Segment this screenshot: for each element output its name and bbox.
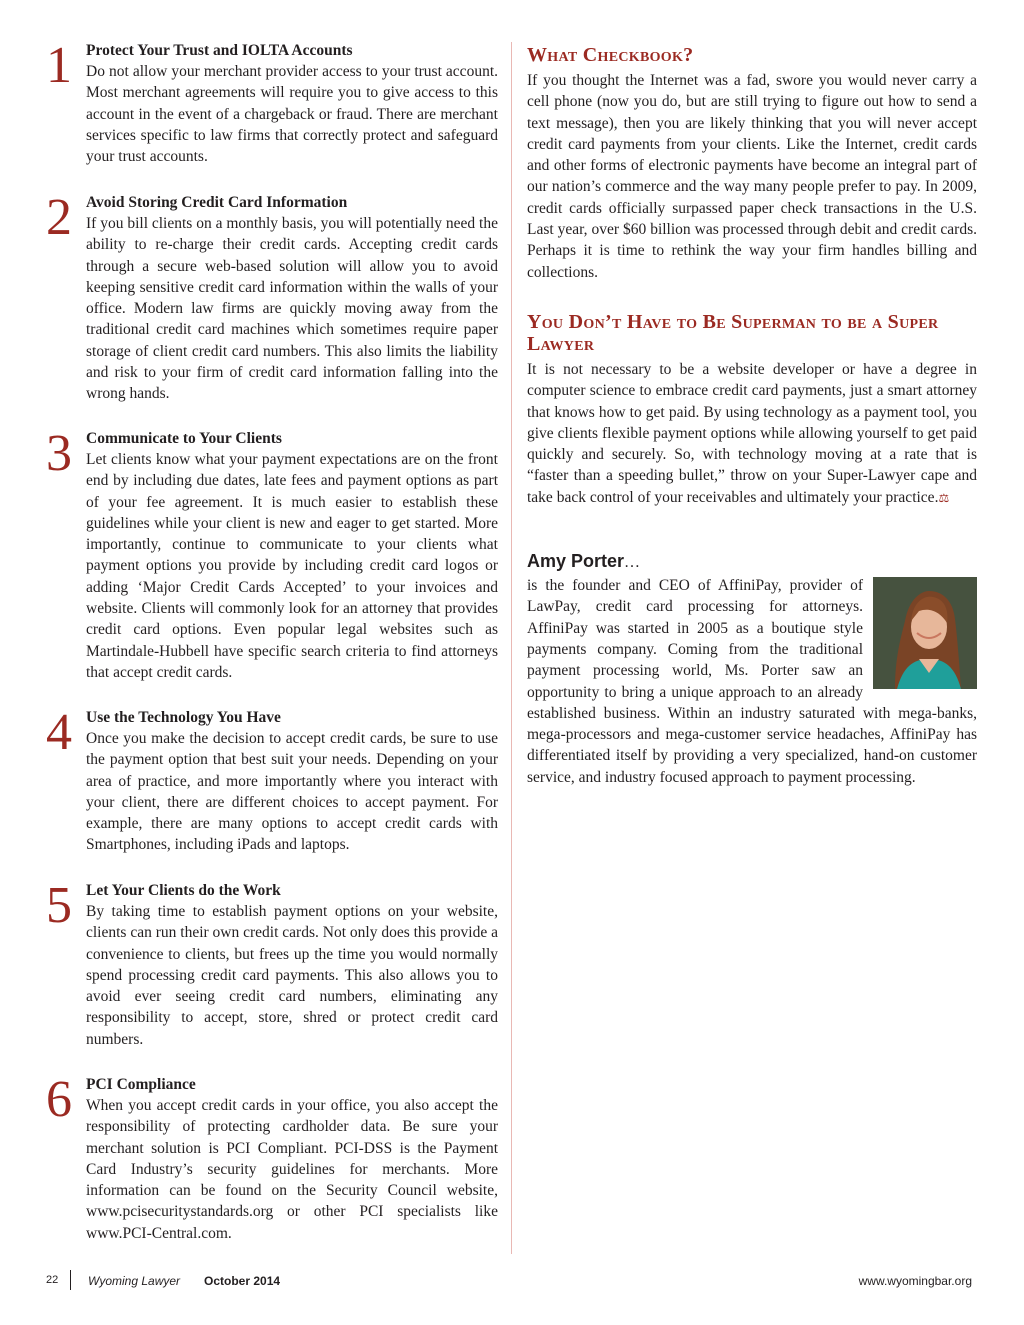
author-name: Amy Porter [527,551,625,572]
author-portrait-icon [873,577,977,689]
tip-1 [46,37,498,192]
column-divider [511,42,512,1254]
tip-title: PCI Compliance [86,1076,196,1093]
tip-number: 6 [46,1071,72,1128]
tip-body: If you bill clients on a monthly basis, you will potentially need the ability to re-charge their credit cards. Accepting credit cards through a secure web-based solution will allow you to avoid keeping sensitive credit card information within the walls of your office. Modern law firms are quickly moving away from the traditional credit card machines which sometimes require paper storage of client credit card numbers. This also limits the liability and risk to your firm of credit card information falling into the wrong hands. [86,215,498,403]
magazine-name: Wyoming Lawyer [88,1274,181,1288]
section-body-checkbook: If you thought the Internet was a fad, swore you would never carry a cell phone (now you do, but are still trying to figure out how to send a text message), then you are likely thinking that you will never accept credit card payments from your clients. Like the Internet, credit cards and other forms of electronic payments have become an integral part of our nation’s commerce and the way many people prefer to pay. In 2009, credit cards officially surpassed paper check transactions in the U.S. Last year, over $60 billion was processed through debit and credit cards. Perhaps it is time to rethink the way your firm handles billing and collections. [527,72,977,281]
issue-date: October 2014 [204,1274,281,1288]
tip-title: Let Your Clients do the Work [86,882,281,899]
tip-title: Protect Your Trust and IOLTA Accounts [86,42,353,59]
tip-number: 1 [46,37,72,94]
tip-body: Do not allow your merchant provider access to your trust account. Most merchant agreements will require you to give access to this account in the event of a chargeback or fraud. There are merchant services specific to law firms that correctly protect and safeguard your trust accounts. [86,63,498,166]
tip-title: Communicate to Your Clients [86,430,282,447]
tip-number: 2 [46,189,72,246]
tip-number: 5 [46,877,72,934]
tip-title: Use the Technology You Have [86,709,281,726]
tip-body: By taking time to establish payment options on your website, clients can run their own credit cards. Not only does this provide a convenience to clients, but frees up the time you would normally spend processing credit card payments. This also allows you to avoid ever seeing credit card numbers, eliminating any responsibility to accept, store, shred or protect credit card numbers. [86,903,498,1048]
tip-body: Once you make the decision to accept credit cards, be sure to use the payment option that best suit your needs. Depending on your area of practice, and more importantly where you interact with your client, there are different choices to accept payment. For example, there are many options to accept credit cards with Smartphones, including iPads and laptops. [86,730,498,854]
tip-number: 3 [46,425,72,482]
footer-divider [70,1270,71,1290]
tip-title: Avoid Storing Credit Card Information [86,194,348,211]
author-name-line [527,549,977,575]
tip-4 [46,704,498,880]
tip-3 [46,425,498,707]
tip-6 [46,1071,498,1254]
end-mark-icon: ⚖ [938,490,950,505]
tip-body: When you accept credit cards in your office, you also accept the responsibility of protecting cardholder data. Be sure your merchant solution is PCI Compliant. PCI-DSS is the Payment Card Industry’s security guidelines for merchants. More information can be found on the Security Council website, www.pcisecuritystandards.org or other PCI specialists like www.PCI-Central.com. [86,1097,498,1242]
tip-2 [46,189,498,428]
section-body-superman [527,359,977,509]
tip-number: 4 [46,704,72,761]
section-heading-superman: You Don’t Have to Be Superman to be a Super Lawyer [527,310,939,355]
section-body-superman-text: It is not necessary to be a website developer or have a degree in computer science to embrace credit card payments, just a smart attorney that knows how to get paid. By using technology as a payment tool, you give clients flexible payment options while allowing yourself to get paid quickly and securely. So, with technology moving at a rate that is “faster than a speeding bullet,” throw on your Super-Lawyer cape and take back control of your receivables and ultimately your practice. [527,360,977,506]
tip-body: Let clients know what your payment expectations are on the front end by including due dates, late fees and payment options as part of your fee agreement. It is much easier to establish these guidelines while your client is new and eager to get started. More importantly, continue to communicate to your clients what payment options you provide by including credit card logos or adding ‘Major Credit Cards Accepted’ to your invoices and website. Clients will commonly look for an attorney that provides credit card options. Even popular legal websites such as Martindale-Hubbell have specific search criteria to find attorneys that accept credit cards. [86,451,498,681]
website-link[interactable]: www.wyomingbar.org [858,1274,972,1288]
tip-5 [46,877,498,1074]
section-heading-checkbook: What Checkbook? [527,44,694,66]
page-number: 22 [46,1274,59,1286]
author-bio-text: is the founder and CEO of AffiniPay, provider of LawPay, credit card processing for attorneys. AffiniPay was started in 2005 as a boutique style payments company. Coming from the traditional payment processing world, Ms. Porter saw an opportunity to bring a unique approach to an already established business. Within an industry saturated with mega-banks, mega-processors and mega-customer service headaches, AffiniPay has differentiated itself by providing a very specialized, hand-on customer service, and industry focused approach to payment processing. [527,577,977,786]
page-footer [0,1270,1024,1294]
author-bio [527,549,977,788]
article-column [527,44,977,788]
tips-column [46,37,498,1254]
author-photo [873,577,977,689]
author-ellipsis: … [624,554,641,572]
